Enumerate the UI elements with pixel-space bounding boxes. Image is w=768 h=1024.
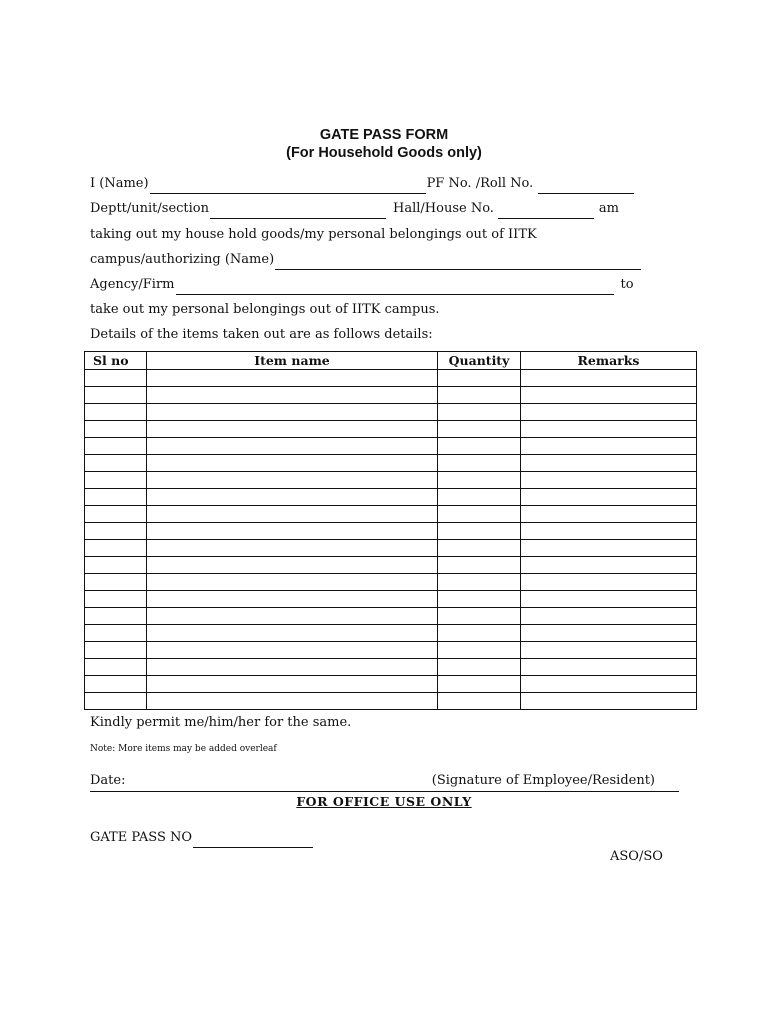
table-cell[interactable] bbox=[521, 370, 697, 387]
table-cell[interactable] bbox=[147, 693, 438, 710]
agency-field[interactable] bbox=[176, 279, 614, 295]
table-cell[interactable] bbox=[438, 540, 521, 557]
table-cell[interactable] bbox=[147, 404, 438, 421]
table-cell[interactable] bbox=[85, 421, 147, 438]
table-row bbox=[85, 370, 697, 387]
table-cell[interactable] bbox=[438, 523, 521, 540]
sentence-line-6 bbox=[90, 300, 440, 320]
table-cell[interactable] bbox=[521, 659, 697, 676]
to-text: to bbox=[620, 277, 634, 292]
date-label: Date: bbox=[90, 773, 126, 788]
table-row bbox=[85, 455, 697, 472]
table-cell[interactable] bbox=[85, 642, 147, 659]
table-cell[interactable] bbox=[147, 540, 438, 557]
name-field[interactable] bbox=[150, 178, 426, 194]
table-row bbox=[85, 421, 697, 438]
table-cell[interactable] bbox=[147, 659, 438, 676]
pf-roll-label: PF No. /Roll No. bbox=[426, 176, 534, 191]
gate-pass-no-field[interactable] bbox=[193, 832, 313, 848]
gate-pass-no-label: GATE PASS NO bbox=[90, 830, 193, 845]
authorizing-line bbox=[90, 250, 642, 270]
authorizing-name-field[interactable] bbox=[275, 254, 641, 270]
dept-label: Deptt/unit/section bbox=[90, 201, 209, 216]
table-cell[interactable] bbox=[438, 455, 521, 472]
table-row bbox=[85, 557, 697, 574]
table-header-row bbox=[85, 352, 697, 370]
table-cell[interactable] bbox=[438, 574, 521, 591]
table-row bbox=[85, 472, 697, 489]
table-cell[interactable] bbox=[147, 506, 438, 523]
table-cell[interactable] bbox=[147, 387, 438, 404]
permit-text: Kindly permit me/him/her for the same. bbox=[90, 715, 352, 730]
table-cell[interactable] bbox=[85, 370, 147, 387]
table-cell[interactable] bbox=[85, 659, 147, 676]
table-cell[interactable] bbox=[521, 387, 697, 404]
table-row bbox=[85, 574, 697, 591]
gate-pass-no-line bbox=[90, 828, 314, 848]
items-table-body bbox=[85, 370, 697, 710]
table-cell[interactable] bbox=[85, 676, 147, 693]
name-label: I (Name) bbox=[90, 176, 149, 191]
form-title: GATE PASS FORM bbox=[319, 127, 449, 143]
table-cell[interactable] bbox=[147, 489, 438, 506]
table-cell[interactable] bbox=[147, 574, 438, 591]
table-cell[interactable] bbox=[85, 404, 147, 421]
table-cell[interactable] bbox=[147, 523, 438, 540]
table-cell[interactable] bbox=[521, 591, 697, 608]
col-item-name: Item name bbox=[147, 352, 438, 370]
table-cell[interactable] bbox=[438, 404, 521, 421]
table-cell[interactable] bbox=[521, 642, 697, 659]
table-cell[interactable] bbox=[85, 472, 147, 489]
table-row bbox=[85, 608, 697, 625]
table-row bbox=[85, 642, 697, 659]
table-row bbox=[85, 625, 697, 642]
table-cell[interactable] bbox=[85, 438, 147, 455]
table-cell[interactable] bbox=[521, 404, 697, 421]
agency-label: Agency/Firm bbox=[90, 277, 175, 292]
table-row bbox=[85, 506, 697, 523]
table-cell[interactable] bbox=[438, 591, 521, 608]
table-cell[interactable] bbox=[521, 421, 697, 438]
table-cell[interactable] bbox=[147, 591, 438, 608]
sentence-text-6: take out my personal belongings out of IITK campus. bbox=[90, 302, 440, 317]
table-cell[interactable] bbox=[85, 540, 147, 557]
table-row bbox=[85, 387, 697, 404]
sentence-line-3 bbox=[90, 225, 537, 245]
table-row bbox=[85, 693, 697, 710]
table-cell[interactable] bbox=[147, 676, 438, 693]
table-cell[interactable] bbox=[521, 557, 697, 574]
items-table bbox=[84, 351, 697, 710]
table-cell[interactable] bbox=[147, 421, 438, 438]
col-remarks: Remarks bbox=[521, 352, 697, 370]
overleaf-note: Note: More items may be added overleaf bbox=[90, 744, 277, 754]
table-cell[interactable] bbox=[85, 387, 147, 404]
table-cell[interactable] bbox=[147, 370, 438, 387]
table-cell[interactable] bbox=[521, 489, 697, 506]
table-cell[interactable] bbox=[521, 676, 697, 693]
aso-so-label: ASO/SO bbox=[610, 849, 663, 864]
signature-rule bbox=[90, 791, 679, 792]
table-cell[interactable] bbox=[438, 506, 521, 523]
table-cell[interactable] bbox=[438, 438, 521, 455]
office-use-heading: FOR OFFICE USE ONLY bbox=[296, 794, 472, 809]
table-cell[interactable] bbox=[521, 438, 697, 455]
table-cell[interactable] bbox=[521, 608, 697, 625]
details-intro-line bbox=[90, 325, 433, 345]
table-cell[interactable] bbox=[438, 421, 521, 438]
details-intro: Details of the items taken out are as follows details: bbox=[90, 327, 433, 342]
table-cell[interactable] bbox=[85, 557, 147, 574]
table-cell[interactable] bbox=[85, 523, 147, 540]
authorizing-label: campus/authorizing (Name) bbox=[90, 252, 275, 267]
table-cell[interactable] bbox=[85, 574, 147, 591]
table-cell[interactable] bbox=[438, 642, 521, 659]
table-row bbox=[85, 438, 697, 455]
form-subtitle: (For Household Goods only) bbox=[286, 145, 482, 161]
table-cell[interactable] bbox=[85, 625, 147, 642]
table-cell[interactable] bbox=[85, 591, 147, 608]
table-cell[interactable] bbox=[521, 455, 697, 472]
hall-field[interactable] bbox=[498, 203, 594, 219]
table-row bbox=[85, 404, 697, 421]
col-quantity: Quantity bbox=[438, 352, 521, 370]
table-cell[interactable] bbox=[438, 608, 521, 625]
date-signature-line bbox=[90, 771, 655, 791]
table-cell[interactable] bbox=[85, 608, 147, 625]
table-row bbox=[85, 523, 697, 540]
table-cell[interactable] bbox=[521, 472, 697, 489]
table-cell[interactable] bbox=[147, 472, 438, 489]
table-cell[interactable] bbox=[85, 693, 147, 710]
table-cell[interactable] bbox=[438, 489, 521, 506]
table-cell[interactable] bbox=[147, 625, 438, 642]
sentence-text-3: taking out my house hold goods/my personal belongings out of IITK bbox=[90, 227, 537, 242]
table-row bbox=[85, 591, 697, 608]
table-cell[interactable] bbox=[147, 455, 438, 472]
table-cell[interactable] bbox=[438, 557, 521, 574]
permit-line bbox=[90, 713, 351, 733]
table-row bbox=[85, 676, 697, 693]
col-sl-no: Sl no bbox=[85, 352, 147, 370]
table-cell[interactable] bbox=[147, 642, 438, 659]
table-cell[interactable] bbox=[521, 574, 697, 591]
table-row bbox=[85, 540, 697, 557]
table-cell[interactable] bbox=[85, 489, 147, 506]
table-cell[interactable] bbox=[438, 472, 521, 489]
table-row bbox=[85, 489, 697, 506]
table-cell[interactable] bbox=[147, 557, 438, 574]
table-cell[interactable] bbox=[438, 659, 521, 676]
table-cell[interactable] bbox=[438, 625, 521, 642]
table-cell[interactable] bbox=[147, 608, 438, 625]
pf-roll-field[interactable] bbox=[538, 178, 634, 194]
name-line bbox=[90, 174, 635, 194]
table-cell[interactable] bbox=[521, 693, 697, 710]
dept-line bbox=[90, 199, 619, 219]
table-cell[interactable] bbox=[521, 523, 697, 540]
table-cell[interactable] bbox=[438, 693, 521, 710]
dept-field[interactable] bbox=[210, 203, 386, 219]
table-cell[interactable] bbox=[438, 387, 521, 404]
table-cell[interactable] bbox=[438, 370, 521, 387]
table-cell[interactable] bbox=[521, 506, 697, 523]
table-cell[interactable] bbox=[147, 438, 438, 455]
table-cell[interactable] bbox=[85, 455, 147, 472]
table-cell[interactable] bbox=[521, 540, 697, 557]
table-row bbox=[85, 659, 697, 676]
table-cell[interactable] bbox=[85, 506, 147, 523]
table-cell[interactable] bbox=[521, 625, 697, 642]
am-text: am bbox=[598, 201, 619, 216]
hall-label: Hall/House No. bbox=[393, 201, 494, 216]
table-cell[interactable] bbox=[438, 676, 521, 693]
agency-line bbox=[90, 275, 634, 295]
signature-label: (Signature of Employee/Resident) bbox=[431, 773, 655, 788]
